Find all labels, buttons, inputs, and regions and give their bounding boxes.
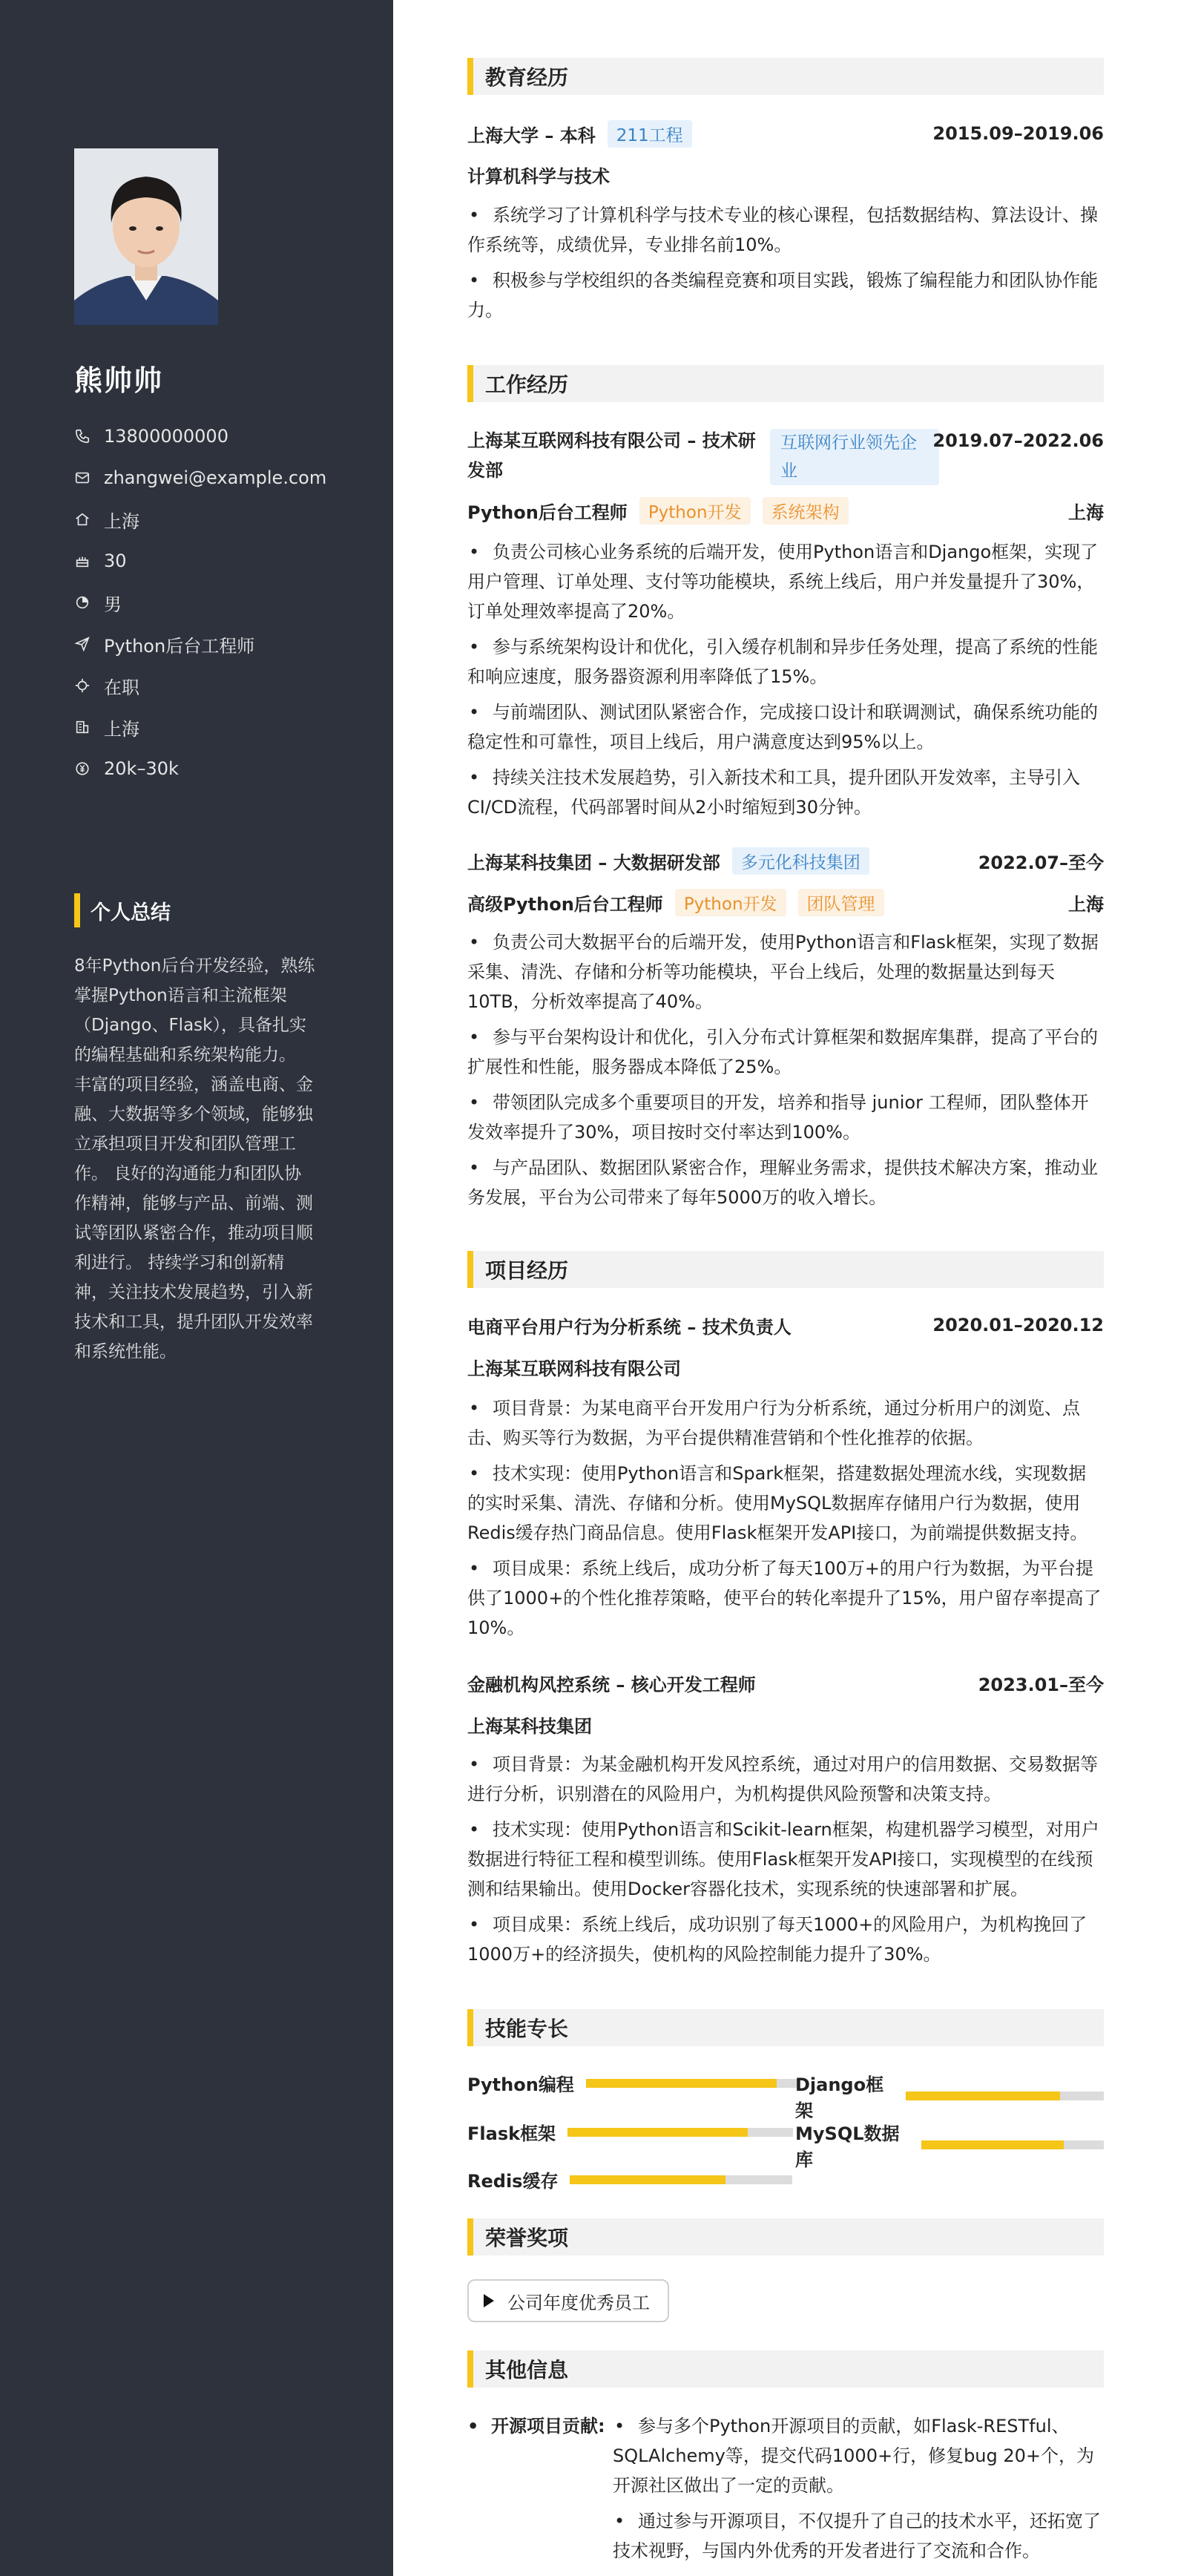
list-item: • 带领团队完成多个重要项目的开发，培养和指导 junior 工程师，团队整体开发效率提升了30%，项目按时交付率达到100%。 bbox=[467, 1092, 1089, 1143]
school-name: 上海大学 – 本科 bbox=[467, 125, 596, 146]
gender-value: 男 bbox=[104, 594, 122, 615]
work-heading: 工作经历 bbox=[467, 365, 1104, 402]
info-location bbox=[74, 499, 326, 540]
list-item: • 通过参与开源项目，不仅提升了自己的技术水平，还拓宽了技术视野，与国内外优秀的开发者进行了交流和合作。 bbox=[613, 2511, 1101, 2561]
skill-bar bbox=[586, 2079, 798, 2088]
avatar-photo bbox=[74, 148, 218, 325]
project-2-header bbox=[467, 1668, 1104, 1698]
skill-bar bbox=[567, 2128, 793, 2137]
email-value: zhangwei@example.com bbox=[104, 467, 327, 488]
sidebar bbox=[0, 0, 393, 2576]
send-icon bbox=[74, 636, 91, 652]
job-1-city: 上海 bbox=[1068, 502, 1104, 523]
info-age bbox=[74, 540, 326, 582]
skill-bar-fill bbox=[921, 2140, 1064, 2149]
position-value: Python后台工程师 bbox=[104, 635, 255, 657]
building-icon bbox=[74, 719, 91, 735]
info-gender bbox=[74, 582, 326, 623]
skill-bar-fill bbox=[586, 2079, 777, 2088]
project-1-date: 2020.01–2020.12 bbox=[932, 1315, 1104, 1335]
skill-item: Flask框架 bbox=[467, 2119, 793, 2145]
job-2-skill-tag: 团队管理 bbox=[798, 889, 884, 916]
job-1-header bbox=[467, 426, 1104, 485]
project-1-org: 上海某互联网科技有限公司 bbox=[467, 1358, 681, 1379]
project-2-name: 金融机构风控系统 – 核心开发工程师 bbox=[467, 1674, 756, 1695]
target-city-value: 上海 bbox=[104, 718, 139, 740]
status-icon bbox=[74, 677, 91, 694]
list-item: • 系统学习了计算机科学与技术专业的核心课程，包括数据结构、算法设计、操作系统等，成绩优异，专业排名前10%。 bbox=[467, 205, 1098, 255]
project-2-bullets bbox=[467, 1749, 1104, 1975]
info-target-city bbox=[74, 706, 326, 748]
play-icon bbox=[484, 2294, 494, 2307]
list-item: • 持续关注技术发展趋势，引入新技术和工具，提升团队开发效率，主导引入CI/CD流程，代码部署时间从2小时缩短到30分钟。 bbox=[467, 767, 1080, 818]
home-icon bbox=[74, 511, 91, 528]
info-phone bbox=[74, 415, 326, 457]
skill-bar bbox=[921, 2140, 1104, 2149]
info-email bbox=[74, 457, 326, 499]
skill-bar-fill bbox=[906, 2092, 1060, 2100]
job-2-role: 高级Python后台工程师 bbox=[467, 893, 663, 915]
gender-icon bbox=[74, 594, 91, 611]
education-heading: 教育经历 bbox=[467, 58, 1104, 95]
job-1-company: 上海某互联网科技有限公司 – 技术研 发部 bbox=[467, 430, 756, 481]
age-value: 30 bbox=[104, 551, 127, 571]
project-2-org: 上海某科技集团 bbox=[467, 1715, 592, 1737]
education-bullets bbox=[467, 200, 1104, 331]
main-content bbox=[467, 0, 1104, 2576]
skill-item: MySQL数据库 bbox=[795, 2119, 1104, 2171]
mail-icon bbox=[74, 470, 91, 486]
awards-heading: 荣誉奖项 bbox=[467, 2218, 1104, 2255]
award-item bbox=[467, 2279, 669, 2322]
skills-heading: 技能专长 bbox=[467, 2009, 1104, 2046]
info-position bbox=[74, 623, 326, 665]
projects-heading: 项目经历 bbox=[467, 1251, 1104, 1288]
list-item: • 积极参与学校组织的各类编程竞赛和项目实践，锻炼了编程能力和团队协作能力。 bbox=[467, 270, 1098, 321]
project-1-header bbox=[467, 1310, 1104, 1340]
skill-item: Python编程 bbox=[467, 2070, 798, 2096]
project-1-name: 电商平台用户行为分析系统 – 技术负责人 bbox=[467, 1316, 792, 1338]
project-2-date: 2023.01–至今 bbox=[978, 1674, 1104, 1695]
other-heading: 其他信息 bbox=[467, 2350, 1104, 2388]
list-item: • 项目背景：为某电商平台开发用户行为分析系统，通过分析用户的浏览、点击、购买等行为数据，为平台提供精准营销和个性化推荐的依据。 bbox=[467, 1398, 1080, 1448]
job-1-role: Python后台工程师 bbox=[467, 502, 628, 523]
summary-text: 8年Python后台开发经验，熟练掌握Python语言和主流框架（Django、Flask），具备扎实的编程基础和系统架构能力。 丰富的项目经验，涵盖电商、金融、大数据等多个领域，能够独立承担项目开发和团队管理工作。 良好的沟通能力和团队协作精神，能够与产品、前端、测试等团队紧密合作，推动项目顺利进行。 持续学习和创新精神，关注技术发展趋势，引入新技术和工具，提升团队开发效率和系统性能。 bbox=[74, 956, 315, 1361]
list-item: • 参与平台架构设计和优化，引入分布式计算框架和数据库集群，提高了平台的扩展性和性能，服务器成本降低了25%。 bbox=[467, 1027, 1098, 1077]
education-date: 2015.09–2019.06 bbox=[932, 123, 1104, 144]
info-salary bbox=[74, 748, 326, 789]
job-2-skill-tag: Python开发 bbox=[675, 889, 786, 916]
list-item: • 技术实现：使用Python语言和Scikit-learn框架，构建机器学习模型，对用户数据进行特征工程和模型训练。使用Flask框架开发API接口，实现模型的在线预测和结果输出。使用Docker容器化技术，实现系统的快速部署和扩展。 bbox=[467, 1819, 1099, 1899]
money-icon bbox=[74, 760, 91, 777]
education-header bbox=[467, 119, 1104, 148]
job-2-company: 上海某科技集团 – 大数据研发部 bbox=[467, 852, 720, 873]
other-label: • 开源项目贡献: bbox=[467, 2416, 605, 2437]
job-2-city: 上海 bbox=[1068, 893, 1104, 915]
skill-bar-fill bbox=[570, 2175, 725, 2184]
contact-info-list bbox=[74, 415, 326, 789]
job-2-role-row bbox=[467, 887, 1104, 917]
skill-item: Django框架 bbox=[795, 2070, 1104, 2122]
skill-bar bbox=[906, 2092, 1104, 2100]
info-status bbox=[74, 665, 326, 706]
candidate-name: 熊帅帅 bbox=[74, 364, 164, 397]
location-value: 上海 bbox=[104, 510, 139, 532]
education-major: 计算机科学与技术 bbox=[467, 165, 610, 187]
skill-bar-fill bbox=[567, 2128, 748, 2137]
job-2-bullets bbox=[467, 927, 1104, 1218]
job-1-date: 2019.07–2022.06 bbox=[932, 430, 1104, 451]
list-item: • 参与多个Python开源项目的贡献，如Flask-RESTful、SQLAlchemy等，提交代码1000+行，修复bug 20+个，为开源社区做出了一定的贡献。 bbox=[613, 2416, 1095, 2496]
other-bullets bbox=[613, 2411, 1104, 2572]
list-item: • 与产品团队、数据团队紧密合作，理解业务需求，提供技术解决方案，推动业务发展，平台为公司带来了每年5000万的收入增长。 bbox=[467, 1157, 1098, 1208]
job-1-tag: 互联网行业领先企 业 bbox=[770, 429, 939, 485]
list-item: • 项目背景：为某金融机构开发风控系统，通过对用户的信用数据、交易数据等进行分析，识别潜在的风险用户，为机构提供风险预警和决策支持。 bbox=[467, 1754, 1098, 1804]
job-1-bullets bbox=[467, 537, 1104, 828]
job-2-date: 2022.07–至今 bbox=[978, 852, 1104, 873]
status-value: 在职 bbox=[104, 677, 139, 698]
phone-icon bbox=[74, 428, 91, 444]
list-item: • 负责公司大数据平台的后端开发，使用Python语言和Flask框架，实现了数据采集、清洗、存储和分析等功能模块，平台上线后，处理的数据量达到每天10TB，分析效率提高了40%。 bbox=[467, 932, 1099, 1012]
list-item: • 项目成果：系统上线后，成功识别了每天1000+的风险用户，为机构挽回了1000万+的经济损失，使机构的风险控制能力提升了30%。 bbox=[467, 1914, 1087, 1965]
project-1-bullets bbox=[467, 1393, 1104, 1649]
school-tag: 211工程 bbox=[608, 120, 692, 148]
skill-item: Redis缓存 bbox=[467, 2166, 792, 2192]
list-item: • 负责公司核心业务系统的后端开发，使用Python语言和Django框架，实现了用户管理、订单处理、支付等功能模块，系统上线后，用户并发量提升了30%，订单处理效率提高了20%。 bbox=[467, 542, 1099, 622]
job-1-skill-tag: Python开发 bbox=[639, 497, 751, 525]
summary-heading: 个人总结 bbox=[74, 893, 171, 927]
job-1-skill-tag: 系统架构 bbox=[763, 497, 849, 525]
job-2-header bbox=[467, 846, 1104, 875]
list-item: • 参与系统架构设计和优化，引入缓存机制和异步任务处理，提高了系统的性能和响应速度，服务器资源利用率降低了15%。 bbox=[467, 637, 1098, 687]
avatar-icon bbox=[74, 148, 218, 325]
salary-value: 20k–30k bbox=[104, 758, 179, 779]
phone-value: 13800000000 bbox=[104, 426, 228, 447]
list-item: • 项目成果：系统上线后，成功分析了每天100万+的用户行为数据，为平台提供了1000+的个性化推荐策略，使平台的转化率提升了15%，用户留存率提高了10%。 bbox=[467, 1558, 1102, 1638]
list-item: • 与前端团队、测试团队紧密合作，完成接口设计和联调测试，确保系统功能的稳定性和可靠性，项目上线后，用户满意度达到95%以上。 bbox=[467, 702, 1098, 752]
cake-icon bbox=[74, 553, 91, 569]
award-label: 公司年度优秀员工 bbox=[507, 2292, 650, 2313]
list-item: • 技术实现：使用Python语言和Spark框架，搭建数据处理流水线，实现数据的实时采集、清洗、存储和分析。使用MySQL数据库存储用户行为数据，使用Redis缓存热门商品信息。使用Flask框架开发API接口，为前端提供数据支持。 bbox=[467, 1463, 1088, 1543]
job-1-role-row bbox=[467, 494, 1104, 527]
skill-bar bbox=[570, 2175, 792, 2184]
job-2-tag: 多元化科技集团 bbox=[732, 847, 869, 875]
